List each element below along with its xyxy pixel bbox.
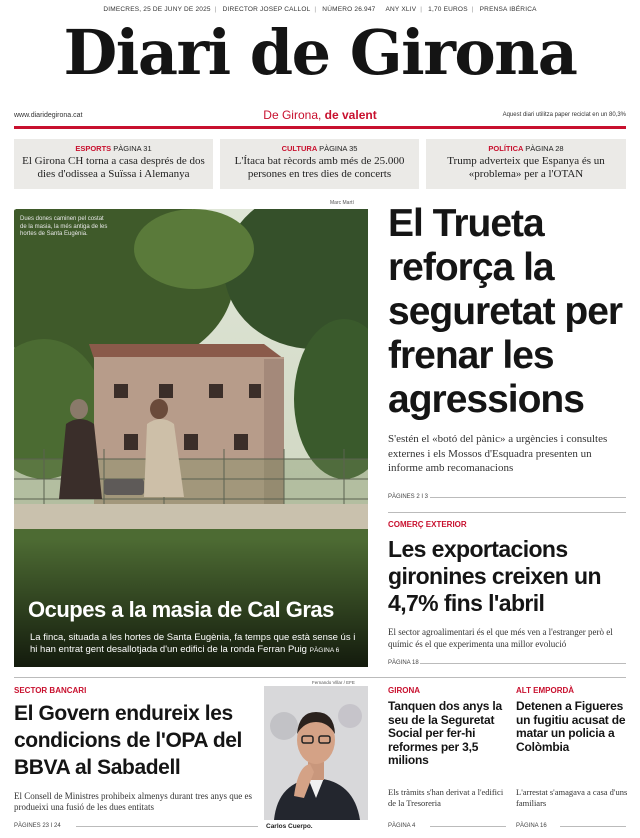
publisher-group: PRENSA IBÉRICA (479, 6, 537, 13)
bank-headline[interactable]: El Govern endureix les condicions de l'OPA del BBVA al Sabadell (14, 702, 242, 779)
bank-tag: SECTOR BANCARI (14, 686, 87, 695)
girona-tag: GIRONA (388, 686, 420, 695)
teaser-tag: ESPORTS PÀGINA 31 (75, 144, 152, 153)
divider (14, 677, 626, 678)
photo-text-body: La finca, situada a les hortes de Santa Eugènia, fa temps que està sense ús i hi han entrat gent desallotjada d'un edifici de la ronda Ferran Puig (30, 632, 356, 655)
photo-credit: Marc Martí (330, 200, 354, 206)
teaser-tag: CULTURA PÀGINA 35 (281, 144, 358, 153)
issue-number: NÚMERO 26.947 (322, 6, 376, 13)
teaser-text: Trump adverteix que Espanya és un «problema» per a l'OTAN (447, 155, 605, 180)
photo-caption: Dues dones caminen pel costat de la masia, la més antiga de les hortes de Santa Eugènia. (20, 216, 108, 237)
emporda-tag: ALT EMPORDÀ (516, 686, 575, 695)
bank-deck: El Consell de Ministres prohibeix almenys durant tres anys que es produeixi una fusió de les dues entitats (14, 791, 252, 812)
director: DIRECTOR JOSEP CALLOL (222, 6, 311, 13)
portrait-credit: Fernando Villar / EFE (312, 680, 355, 685)
portrait-photo[interactable] (264, 686, 368, 820)
website-link[interactable]: www.diaridegirona.cat (14, 112, 83, 119)
bank-pages: PÀGINES 23 I 24 (14, 823, 61, 829)
photo-headline[interactable]: Ocupes a la masia de Cal Gras (28, 597, 334, 622)
teaser-text: L'Ítaca bat rècords amb més de 25.000 persones en tres dies de concerts (234, 155, 405, 180)
emporda-deck: L'arrestat s'amagava a casa d'uns familiars (516, 787, 628, 808)
divider (430, 826, 506, 827)
recycled-paper-note: Aquest diari utilitza paper reciclat en un 80,3% (502, 112, 626, 118)
teaser-culture[interactable] (220, 139, 419, 189)
main-pages: PÀGINES 2 I 3 (388, 494, 429, 500)
teaser-tag: POLÍTICA PÀGINA 28 (488, 144, 564, 153)
divider (420, 663, 626, 664)
girona-pages: PÀGINA 4 (388, 823, 416, 829)
masthead-info-line: DIMECRES, 25 DE JUNY DE 2025 | DIRECTOR JOSEP CALLOL | NÚMERO 26.947 ANY XLIV | 1,70 EUROS | PRENSA IBÉRICA (0, 6, 640, 13)
photo-text (30, 632, 360, 657)
divider (76, 826, 258, 827)
girona-deck: Els tràmits s'han derivat a l'edifici de la Tresoreria (388, 787, 504, 808)
exports-pages: PÀGINA 18 (388, 660, 419, 666)
exports-tag: COMERÇ EXTERIOR (388, 520, 467, 529)
teaser-politics[interactable] (426, 139, 626, 189)
newspaper-logo[interactable]: Diari de Girona (63, 16, 577, 89)
emporda-headline[interactable]: Detenen a Figueres un fugitiu acusat de matar un policia a Colòmbia (516, 699, 626, 754)
exports-headline[interactable]: Les exportacions gironines creixen un 4,7% fins l'abril (388, 536, 601, 616)
teaser-sports[interactable] (14, 139, 213, 189)
date: DIMECRES, 25 DE JUNY DE 2025 (103, 6, 211, 13)
slogan-plain: De Girona, (263, 108, 322, 122)
exports-deck: El sector agroalimentari és el que més ven a l'estranger però el químic és el que experimenta una millor evolució (388, 627, 613, 649)
divider (560, 826, 626, 827)
girona-headline[interactable]: Tanquen dos anys la seu de la Seguretat Social per fer-hi reformes per 3,5 milions (388, 699, 503, 767)
divider (388, 512, 626, 513)
emporda-pages: PÀGINA 16 (516, 823, 547, 829)
teaser-text: El Girona CH torna a casa després de dos dies d'odissea a Suïssa i Alemanya (22, 155, 205, 180)
masthead-divider (14, 126, 626, 129)
divider (430, 497, 626, 498)
slogan-bold: de valent (324, 108, 377, 122)
main-deck: S'estén el «botó del pànic» a urgències i consultes externes i els Mossos d'Esquadra presenten un informe amb recomanacions (388, 433, 608, 474)
price: 1,70 EUROS (428, 6, 468, 13)
photo-page: PÀGINA 6 (309, 647, 340, 654)
main-headline[interactable]: El Trueta reforça la seguretat per frenar les agressions (388, 202, 623, 421)
year: ANY XLIV (385, 6, 417, 13)
portrait-name: Carlos Cuerpo. (266, 823, 313, 830)
